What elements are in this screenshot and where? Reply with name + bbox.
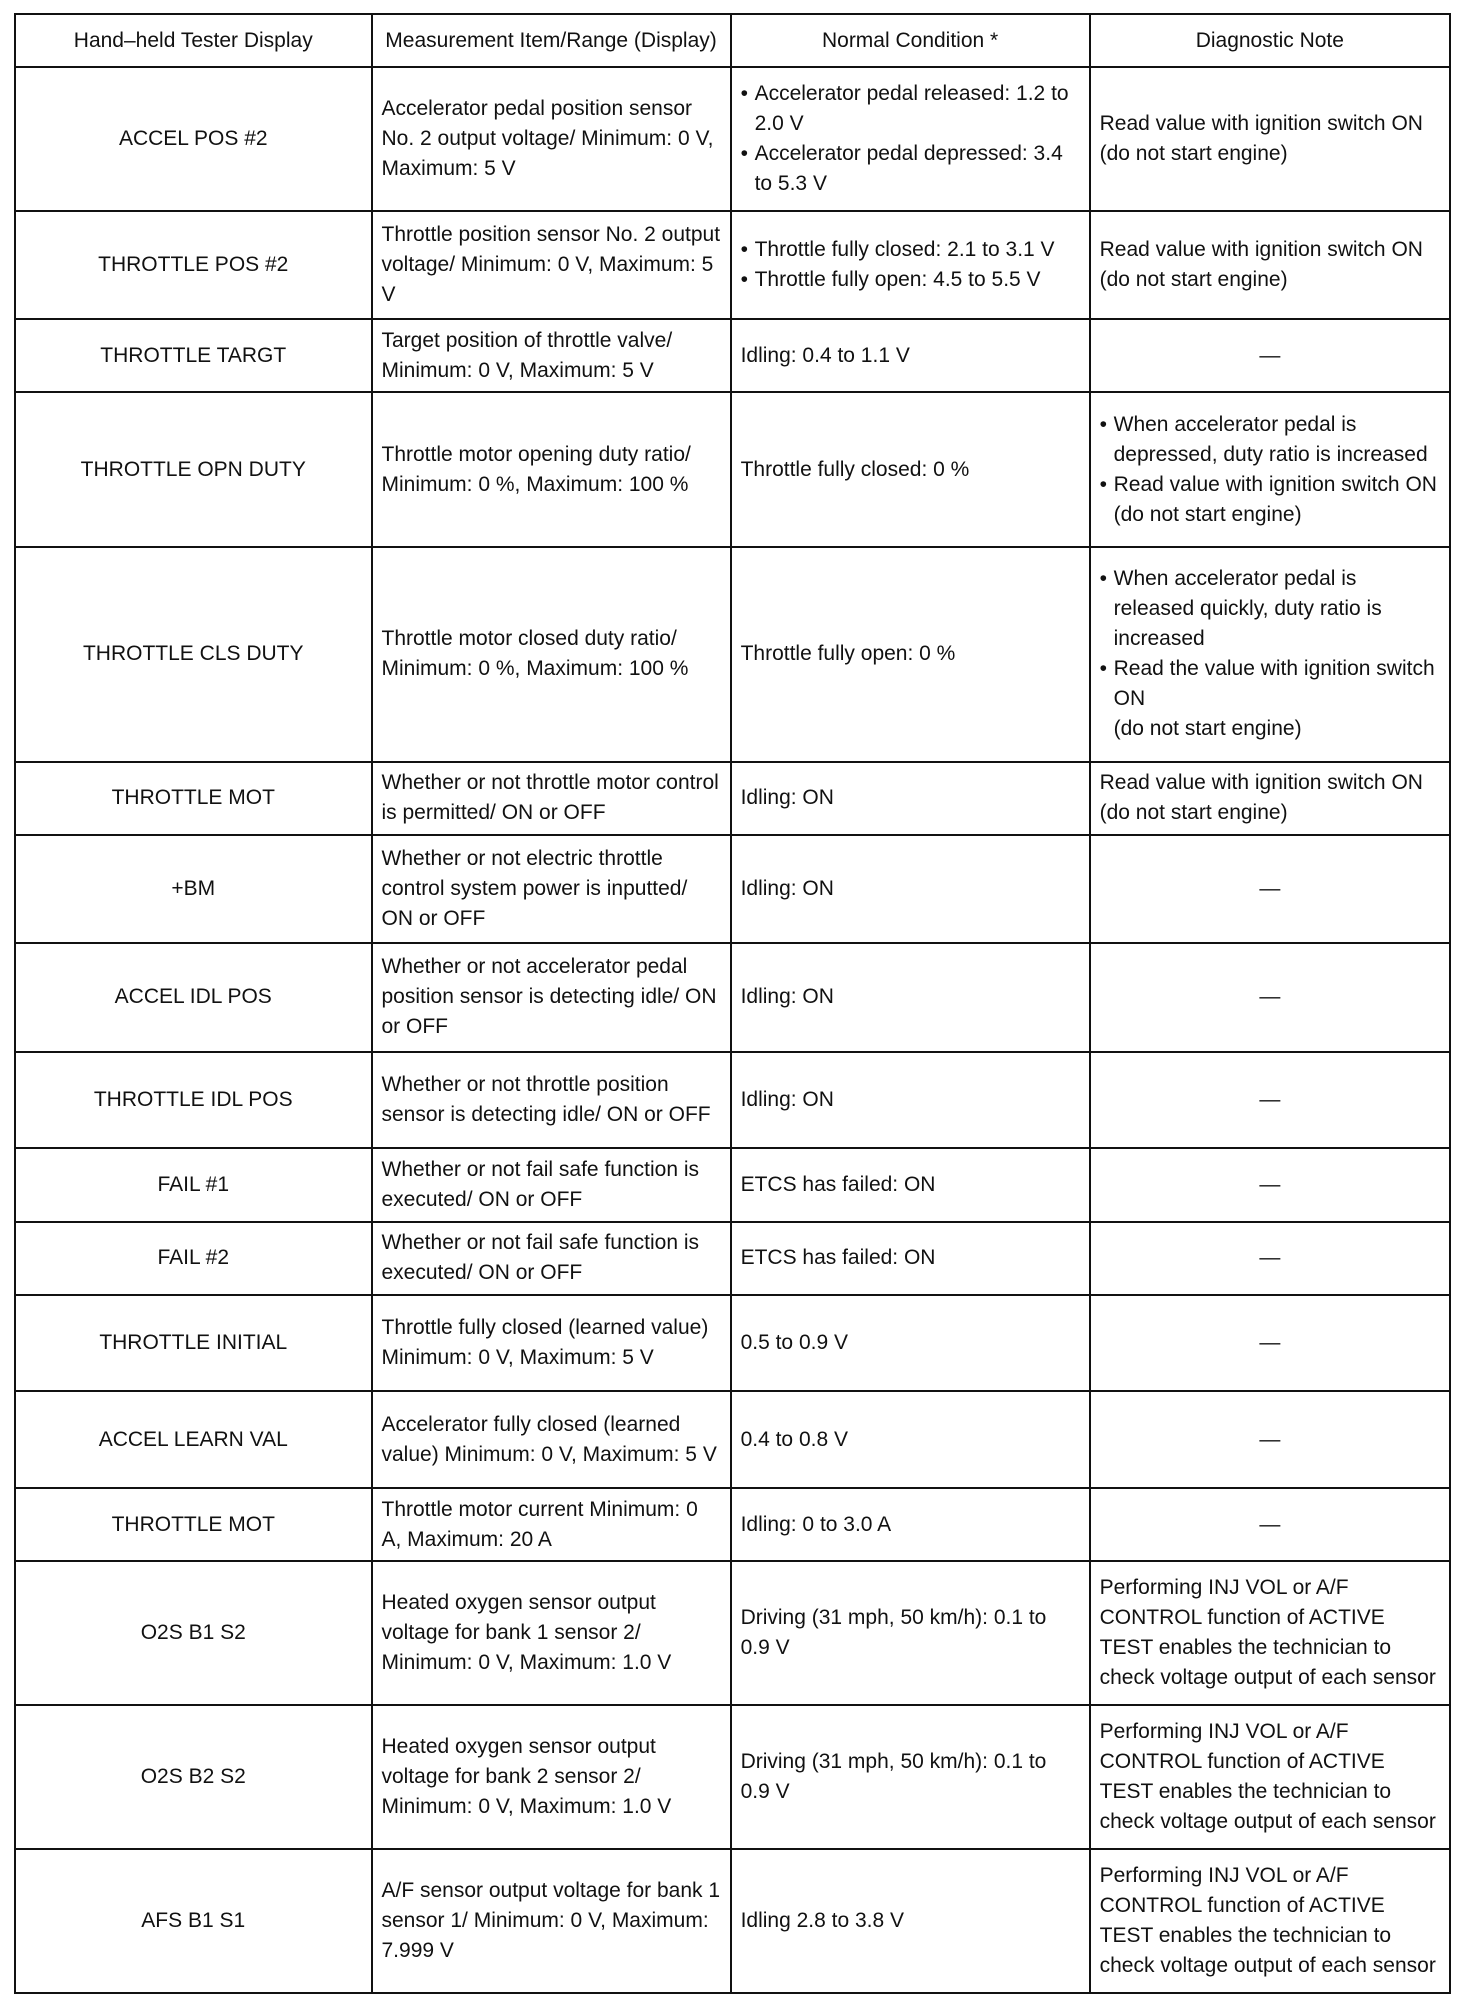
cell-display: ACCEL IDL POS bbox=[15, 943, 372, 1052]
cell-measurement: Whether or not electric throttle control system power is inputted/ ON or OFF bbox=[372, 835, 731, 944]
header-row bbox=[15, 14, 1450, 67]
cell-note bbox=[1090, 392, 1450, 547]
cell-measurement: A/F sensor output voltage for bank 1 sensor 1/ Minimum: 0 V, Maximum: 7.999 V bbox=[372, 1849, 731, 1993]
cell-measurement: Throttle motor opening duty ratio/ Minimum: 0 %, Maximum: 100 % bbox=[372, 392, 731, 547]
cell-measurement: Whether or not fail safe function is executed/ ON or OFF bbox=[372, 1222, 731, 1295]
cell-note: Read value with ignition switch ON (do not start engine) bbox=[1090, 211, 1450, 320]
cell-display: +BM bbox=[15, 835, 372, 944]
cell-note: Performing INJ VOL or A/F CONTROL function of ACTIVE TEST enables the technician to check voltage output of each sensor bbox=[1090, 1849, 1450, 1993]
cell-display: FAIL #2 bbox=[15, 1222, 372, 1295]
table-row bbox=[15, 1295, 1450, 1392]
cell-measurement: Whether or not throttle motor control is permitted/ ON or OFF bbox=[372, 762, 731, 835]
note-list bbox=[1100, 410, 1440, 500]
cell-condition: ETCS has failed: ON bbox=[731, 1148, 1090, 1221]
cell-measurement: Throttle motor closed duty ratio/ Minimum: 0 %, Maximum: 100 % bbox=[372, 547, 731, 762]
condition-item: • Throttle fully open: 4.5 to 5.5 V bbox=[741, 265, 1080, 295]
cell-display: FAIL #1 bbox=[15, 1148, 372, 1221]
cell-display: THROTTLE INITIAL bbox=[15, 1295, 372, 1392]
cell-display: O2S B2 S2 bbox=[15, 1705, 372, 1849]
table-row bbox=[15, 1849, 1450, 1993]
cell-condition: Idling: 0.4 to 1.1 V bbox=[731, 319, 1090, 392]
cell-display: ACCEL LEARN VAL bbox=[15, 1391, 372, 1488]
table-row bbox=[15, 1391, 1450, 1488]
cell-condition: Idling: ON bbox=[731, 762, 1090, 835]
cell-measurement: Accelerator pedal position sensor No. 2 output voltage/ Minimum: 0 V, Maximum: 5 V bbox=[372, 67, 731, 211]
condition-list bbox=[741, 79, 1080, 199]
cell-display: THROTTLE CLS DUTY bbox=[15, 547, 372, 762]
cell-note: — bbox=[1090, 835, 1450, 944]
cell-note: — bbox=[1090, 1391, 1450, 1488]
cell-measurement: Accelerator fully closed (learned value) Minimum: 0 V, Maximum: 5 V bbox=[372, 1391, 731, 1488]
cell-condition: Idling 2.8 to 3.8 V bbox=[731, 1849, 1090, 1993]
cell-condition: Throttle fully open: 0 % bbox=[731, 547, 1090, 762]
cell-condition: Idling: ON bbox=[731, 1052, 1090, 1149]
cell-condition: Idling: ON bbox=[731, 835, 1090, 944]
cell-condition: Idling: 0 to 3.0 A bbox=[731, 1488, 1090, 1561]
note-tail: (do not start engine) bbox=[1113, 502, 1302, 526]
condition-item: • Accelerator pedal depressed: 3.4 to 5.3 V bbox=[741, 139, 1080, 199]
table-row bbox=[15, 67, 1450, 211]
cell-condition: Driving (31 mph, 50 km/h): 0.1 to 0.9 V bbox=[731, 1561, 1090, 1705]
cell-condition bbox=[731, 67, 1090, 211]
table-row bbox=[15, 835, 1450, 944]
note-item: • Read value with ignition switch ON bbox=[1100, 470, 1440, 500]
cell-note: — bbox=[1090, 1148, 1450, 1221]
note-tail: (do not start engine) bbox=[1113, 717, 1302, 741]
cell-note: — bbox=[1090, 1052, 1450, 1149]
cell-display: ACCEL POS #2 bbox=[15, 67, 372, 211]
cell-measurement: Heated oxygen sensor output voltage for bank 2 sensor 2/ Minimum: 0 V, Maximum: 1.0 V bbox=[372, 1705, 731, 1849]
cell-note: Read value with ignition switch ON (do not start engine) bbox=[1090, 762, 1450, 835]
cell-display: THROTTLE MOT bbox=[15, 1488, 372, 1561]
cell-condition bbox=[731, 211, 1090, 320]
header-note: Diagnostic Note bbox=[1090, 14, 1450, 67]
header-measurement: Measurement Item/Range (Display) bbox=[372, 14, 731, 67]
table-row bbox=[15, 943, 1450, 1052]
cell-measurement: Heated oxygen sensor output voltage for bank 1 sensor 2/ Minimum: 0 V, Maximum: 1.0 V bbox=[372, 1561, 731, 1705]
note-item: • When accelerator pedal is depressed, duty ratio is increased bbox=[1100, 410, 1440, 470]
cell-measurement: Whether or not throttle position sensor is detecting idle/ ON or OFF bbox=[372, 1052, 731, 1149]
table-row bbox=[15, 1561, 1450, 1705]
cell-measurement: Throttle motor current Minimum: 0 A, Maximum: 20 A bbox=[372, 1488, 731, 1561]
header-display: Hand–held Tester Display bbox=[15, 14, 372, 67]
note-item: • When accelerator pedal is released quickly, duty ratio is increased bbox=[1100, 564, 1440, 654]
note-list bbox=[1100, 564, 1440, 714]
cell-condition: 0.5 to 0.9 V bbox=[731, 1295, 1090, 1392]
cell-condition: ETCS has failed: ON bbox=[731, 1222, 1090, 1295]
table-row bbox=[15, 547, 1450, 762]
cell-display: AFS B1 S1 bbox=[15, 1849, 372, 1993]
table-row bbox=[15, 392, 1450, 547]
cell-condition: Idling: ON bbox=[731, 943, 1090, 1052]
cell-measurement: Whether or not fail safe function is executed/ ON or OFF bbox=[372, 1148, 731, 1221]
diagnostic-data-table bbox=[14, 13, 1451, 1994]
condition-list bbox=[741, 235, 1080, 295]
cell-note: Read value with ignition switch ON (do not start engine) bbox=[1090, 67, 1450, 211]
table-row bbox=[15, 319, 1450, 392]
cell-note: — bbox=[1090, 943, 1450, 1052]
table-row bbox=[15, 762, 1450, 835]
cell-note: — bbox=[1090, 1488, 1450, 1561]
cell-condition: Driving (31 mph, 50 km/h): 0.1 to 0.9 V bbox=[731, 1705, 1090, 1849]
cell-note bbox=[1090, 547, 1450, 762]
cell-measurement: Target position of throttle valve/ Minimum: 0 V, Maximum: 5 V bbox=[372, 319, 731, 392]
condition-item: • Throttle fully closed: 2.1 to 3.1 V bbox=[741, 235, 1080, 265]
cell-note: — bbox=[1090, 1295, 1450, 1392]
cell-note: — bbox=[1090, 1222, 1450, 1295]
condition-item: • Accelerator pedal released: 1.2 to 2.0 V bbox=[741, 79, 1080, 139]
cell-display: THROTTLE IDL POS bbox=[15, 1052, 372, 1149]
table-row bbox=[15, 1052, 1450, 1149]
cell-measurement: Throttle position sensor No. 2 output voltage/ Minimum: 0 V, Maximum: 5 V bbox=[372, 211, 731, 320]
header-condition: Normal Condition * bbox=[731, 14, 1090, 67]
cell-condition: 0.4 to 0.8 V bbox=[731, 1391, 1090, 1488]
cell-note: Performing INJ VOL or A/F CONTROL function of ACTIVE TEST enables the technician to check voltage output of each sensor bbox=[1090, 1705, 1450, 1849]
note-item: • Read the value with ignition switch ON bbox=[1100, 654, 1440, 714]
table-row bbox=[15, 1148, 1450, 1221]
cell-measurement: Whether or not accelerator pedal position sensor is detecting idle/ ON or OFF bbox=[372, 943, 731, 1052]
cell-measurement: Throttle fully closed (learned value) Minimum: 0 V, Maximum: 5 V bbox=[372, 1295, 731, 1392]
table-row bbox=[15, 1488, 1450, 1561]
cell-display: THROTTLE MOT bbox=[15, 762, 372, 835]
cell-note: — bbox=[1090, 319, 1450, 392]
cell-display: THROTTLE OPN DUTY bbox=[15, 392, 372, 547]
cell-note: Performing INJ VOL or A/F CONTROL function of ACTIVE TEST enables the technician to check voltage output of each sensor bbox=[1090, 1561, 1450, 1705]
table-row bbox=[15, 1222, 1450, 1295]
cell-condition: Throttle fully closed: 0 % bbox=[731, 392, 1090, 547]
table-row bbox=[15, 211, 1450, 320]
cell-display: THROTTLE POS #2 bbox=[15, 211, 372, 320]
cell-display: O2S B1 S2 bbox=[15, 1561, 372, 1705]
cell-display: THROTTLE TARGT bbox=[15, 319, 372, 392]
table-row bbox=[15, 1705, 1450, 1849]
